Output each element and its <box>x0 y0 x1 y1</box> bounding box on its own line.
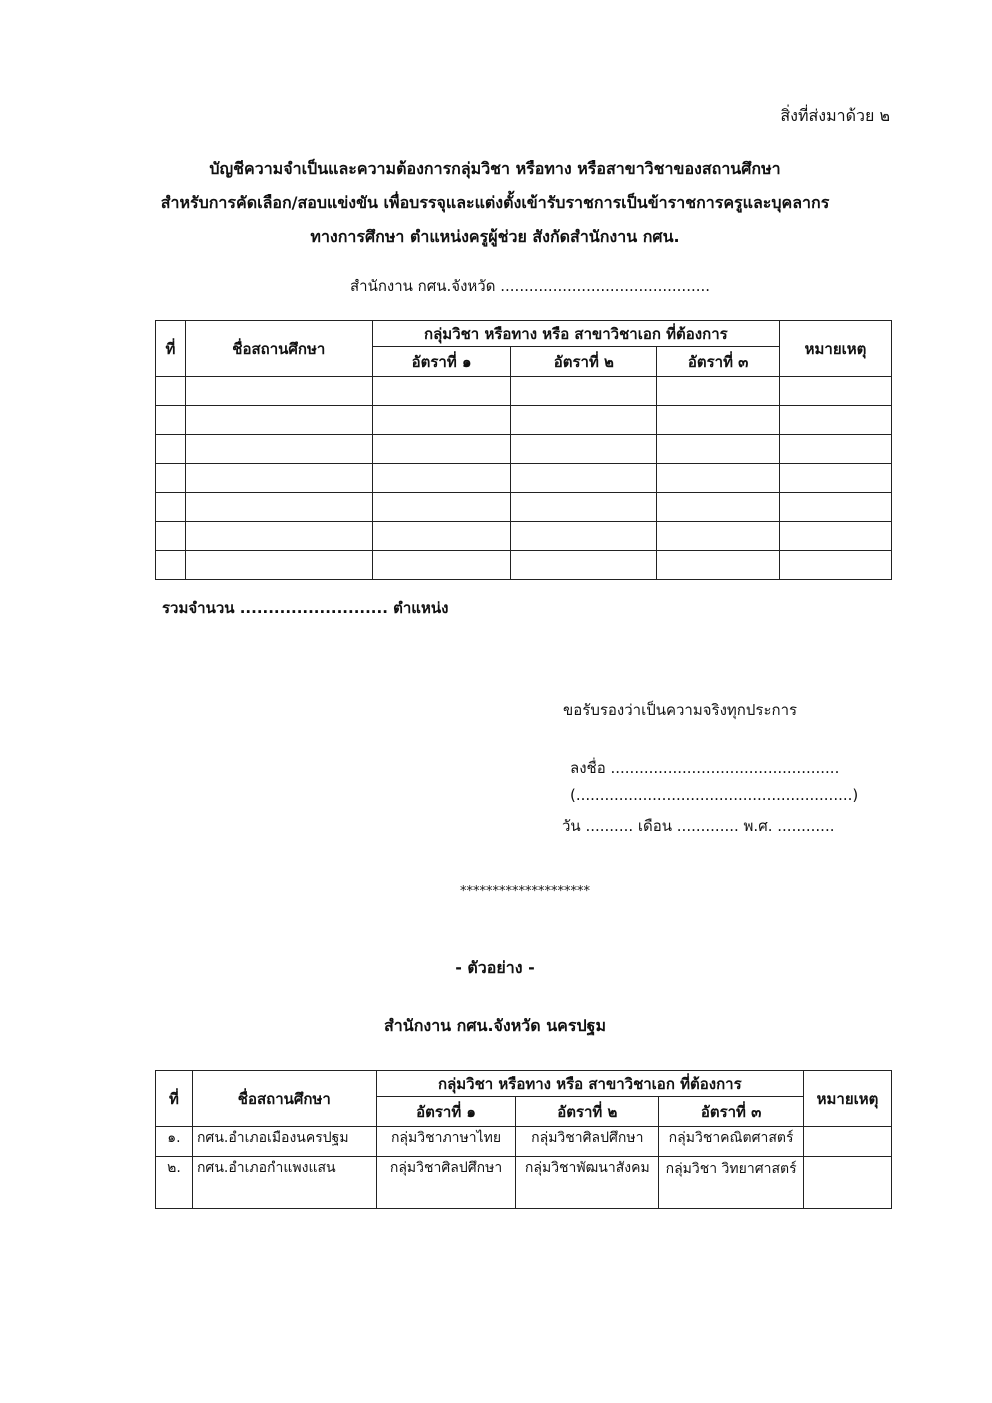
header-rate-1: อัตราที่ ๑ <box>376 1097 516 1127</box>
row-remark <box>804 1157 892 1209</box>
header-rate-3: อัตราที่ ๓ <box>659 1097 804 1127</box>
title-line-3: ทางการศึกษา ตำแหน่งครูผู้ช่วย สังกัดสำนักงาน กศน. <box>310 227 680 246</box>
row-no: ๑. <box>156 1127 193 1157</box>
row-rate-3: กลุ่มวิชา วิทยาศาสตร์ <box>659 1157 804 1209</box>
blank-row <box>156 522 892 551</box>
row-school: กศน.อำเภอกำแพงแสน <box>192 1157 376 1209</box>
blank-row <box>156 377 892 406</box>
header-no: ที่ <box>156 1071 193 1127</box>
requirement-table <box>155 320 892 580</box>
signature-line: ลงชื่อ ................................................ <box>570 759 840 777</box>
example-table <box>155 1070 892 1209</box>
example-label: - ตัวอย่าง - <box>455 958 535 977</box>
header-rate-2: อัตราที่ ๒ <box>511 347 657 377</box>
header-rate-2: อัตราที่ ๒ <box>516 1097 659 1127</box>
total-line: รวมจำนวน .......................... ตำแหน่ง <box>162 599 449 617</box>
row-rate-2: กลุ่มวิชาศิลปศึกษา <box>516 1127 659 1157</box>
header-remark: หมายเหตุ <box>780 321 892 377</box>
blank-row <box>156 493 892 522</box>
table-row <box>156 1157 892 1209</box>
header-remark: หมายเหตุ <box>804 1071 892 1127</box>
signature-date-line: วัน .......... เดือน ............. พ.ศ. ............ <box>562 817 835 835</box>
row-school: กศน.อำเภอเมืองนครปฐม <box>192 1127 376 1157</box>
title-line-1: บัญชีความจำเป็นและความต้องการกลุ่มวิชา หรือทาง หรือสาขาวิชาของสถานศึกษา <box>209 159 781 178</box>
header-group: กลุ่มวิชา หรือทาง หรือ สาขาวิชาเอก ที่ต้องการ <box>376 1071 803 1097</box>
row-remark <box>804 1127 892 1157</box>
certify-text: ขอรับรองว่าเป็นความจริงทุกประการ <box>563 701 798 719</box>
header-school: ชื่อสถานศึกษา <box>185 321 372 377</box>
header-group: กลุ่มวิชา หรือทาง หรือ สาขาวิชาเอก ที่ต้องการ <box>372 321 779 347</box>
blank-row <box>156 435 892 464</box>
blank-row <box>156 464 892 493</box>
signature-name-line: (..........................................................) <box>570 786 859 804</box>
title-line-2: สำหรับการคัดเลือก/สอบแข่งขัน เพื่อบรรจุและแต่งตั้งเข้ารับราชการเป็นข้าราชการครูและบุคลากร <box>160 193 830 212</box>
attachment-label: สิ่งที่ส่งมาด้วย ๒ <box>780 106 890 125</box>
header-rate-3: อัตราที่ ๓ <box>657 347 780 377</box>
row-no: ๒. <box>156 1157 193 1209</box>
row-rate-1: กลุ่มวิชาศิลปศึกษา <box>376 1157 516 1209</box>
province-office-line: สำนักงาน กศน.จังหวัด ............................................ <box>350 277 711 295</box>
table-row <box>156 1127 892 1157</box>
header-rate-1: อัตราที่ ๑ <box>372 347 511 377</box>
row-rate-2: กลุ่มวิชาพัฒนาสังคม <box>516 1157 659 1209</box>
blank-row <box>156 551 892 580</box>
separator-stars: ******************** <box>460 884 590 899</box>
header-no: ที่ <box>156 321 186 377</box>
blank-row <box>156 406 892 435</box>
row-rate-3: กลุ่มวิชาคณิตศาสตร์ <box>659 1127 804 1157</box>
example-office: สำนักงาน กศน.จังหวัด นครปฐม <box>384 1016 606 1035</box>
header-school: ชื่อสถานศึกษา <box>192 1071 376 1127</box>
row-rate-1: กลุ่มวิชาภาษาไทย <box>376 1127 516 1157</box>
